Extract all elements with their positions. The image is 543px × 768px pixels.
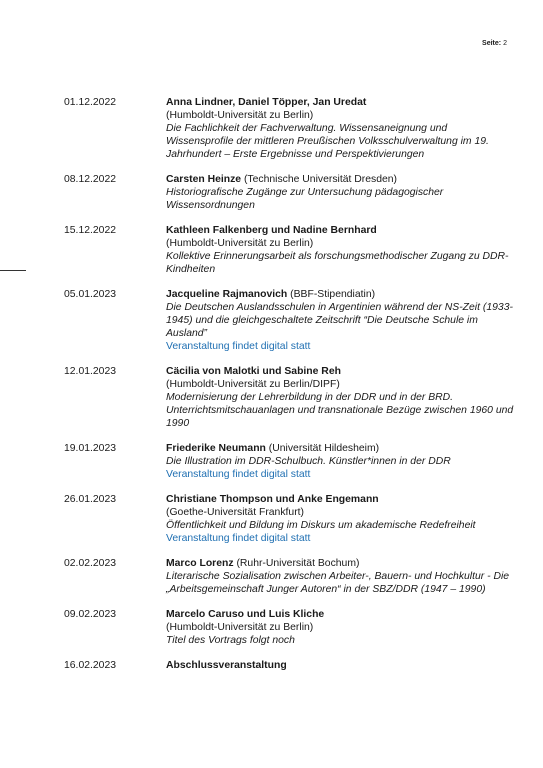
entry-affiliation: (Humboldt-Universität zu Berlin/DIPF) xyxy=(166,379,340,390)
entry-date: 26.01.2023 xyxy=(64,494,117,505)
entry-speakers: Marco Lorenz xyxy=(166,558,234,569)
entry-content xyxy=(166,659,514,672)
entry-title: Kollektive Erinnerungsarbeit als forschungsmethodischer Zugang zu DDR-Kindheiten xyxy=(166,251,509,275)
schedule-list xyxy=(64,96,514,672)
entry-date: 01.12.2022 xyxy=(64,97,117,108)
entry-speakers: Abschlussveranstaltung xyxy=(166,660,287,671)
entry-content xyxy=(166,173,514,212)
schedule-entry xyxy=(64,608,514,647)
entry-date: 16.02.2023 xyxy=(64,660,117,671)
entry-title: Die Illustration im DDR-Schulbuch. Künstler*innen in der DDR xyxy=(166,456,451,467)
entry-affiliation: (Humboldt-Universität zu Berlin) xyxy=(166,622,314,633)
entry-speakers: Anna Lindner, Daniel Töpper, Jan Uredat xyxy=(166,97,367,108)
entry-date: 09.02.2023 xyxy=(64,609,117,620)
digital-event-note: Veranstaltung findet digital statt xyxy=(166,341,311,352)
schedule-entry xyxy=(64,659,514,672)
page-label: Seite: xyxy=(482,40,502,47)
entry-title: Öffentlichkeit und Bildung im Diskurs um akademische Redefreiheit xyxy=(166,520,476,531)
entry-content xyxy=(166,557,514,596)
entry-affiliation: (Ruhr-Universität Bochum) xyxy=(233,558,360,569)
schedule-entry xyxy=(64,173,514,212)
entry-speakers: Carsten Heinze xyxy=(166,174,242,185)
entry-content xyxy=(166,224,514,276)
entry-content xyxy=(166,365,514,430)
entry-affiliation: (BBF-Stipendiatin) xyxy=(287,289,376,300)
margin-mark xyxy=(0,270,26,271)
entry-title: Die Fachlichkeit der Fachverwaltung. Wissensaneignung und Wissensprofile der mittleren Preußischen Volksschulverwaltung im 19. Jahrhundert – Erste Ergebnisse und Perspektivierungen xyxy=(166,123,489,160)
entry-content xyxy=(166,608,514,647)
entry-date: 08.12.2022 xyxy=(64,174,117,185)
entry-speakers: Cäcilia von Malotki und Sabine Reh xyxy=(166,366,341,377)
schedule-entry xyxy=(64,557,514,596)
entry-date: 12.01.2023 xyxy=(64,366,117,377)
schedule-entry xyxy=(64,365,514,430)
schedule-entry xyxy=(64,288,514,353)
entry-title: Die Deutschen Auslandsschulen in Argentinien während der NS-Zeit (1933-1945) und die gleichgeschaltete Zeitschrift “Die Deutsche Schule im Ausland” xyxy=(166,302,513,339)
entry-title: Titel des Vortrags folgt noch xyxy=(166,635,295,646)
entry-date: 19.01.2023 xyxy=(64,443,117,454)
entry-affiliation: (Goethe-Universität Frankfurt) xyxy=(166,507,305,518)
entry-speakers: Christiane Thompson und Anke Engemann xyxy=(166,494,379,505)
entry-affiliation: (Technische Universität Dresden) xyxy=(241,174,397,185)
entry-speakers: Marcelo Caruso und Luis Kliche xyxy=(166,609,325,620)
schedule-entry xyxy=(64,442,514,481)
entry-speakers: Jacqueline Rajmanovich xyxy=(166,289,288,300)
schedule-entry xyxy=(64,96,514,161)
entry-content xyxy=(166,288,514,353)
schedule-entry xyxy=(64,493,514,545)
entry-date: 15.12.2022 xyxy=(64,225,117,236)
page-number: 2 xyxy=(503,40,507,47)
schedule-entry xyxy=(64,224,514,276)
entry-title: Historiografische Zugänge zur Untersuchung pädagogischer Wissensordnungen xyxy=(166,187,444,211)
entry-date: 05.01.2023 xyxy=(64,289,117,300)
entry-content xyxy=(166,493,514,545)
entry-speakers: Kathleen Falkenberg und Nadine Bernhard xyxy=(166,225,377,236)
entry-title: Literarische Sozialisation zwischen Arbeiter-, Bauern- und Hochkultur - Die „Arbeitsgemeinschaft Junger Autoren“ in der SBZ/DDR (1947 – 1990) xyxy=(166,571,510,595)
digital-event-note: Veranstaltung findet digital statt xyxy=(166,533,311,544)
entry-affiliation: (Universität Hildesheim) xyxy=(265,443,380,454)
entry-affiliation: (Humboldt-Universität zu Berlin) xyxy=(166,110,314,121)
entry-title: Modernisierung der Lehrerbildung in der DDR und in der BRD. Unterrichtsmitschauanlagen und transnationale Bezüge zwischen 1960 und 1990 xyxy=(166,392,514,429)
entry-content xyxy=(166,442,514,481)
page-number-label xyxy=(482,40,507,47)
entry-date: 02.02.2023 xyxy=(64,558,117,569)
entry-content xyxy=(166,96,514,161)
entry-affiliation: (Humboldt-Universität zu Berlin) xyxy=(166,238,314,249)
entry-speakers: Friederike Neumann xyxy=(166,443,266,454)
digital-event-note: Veranstaltung findet digital statt xyxy=(166,469,311,480)
